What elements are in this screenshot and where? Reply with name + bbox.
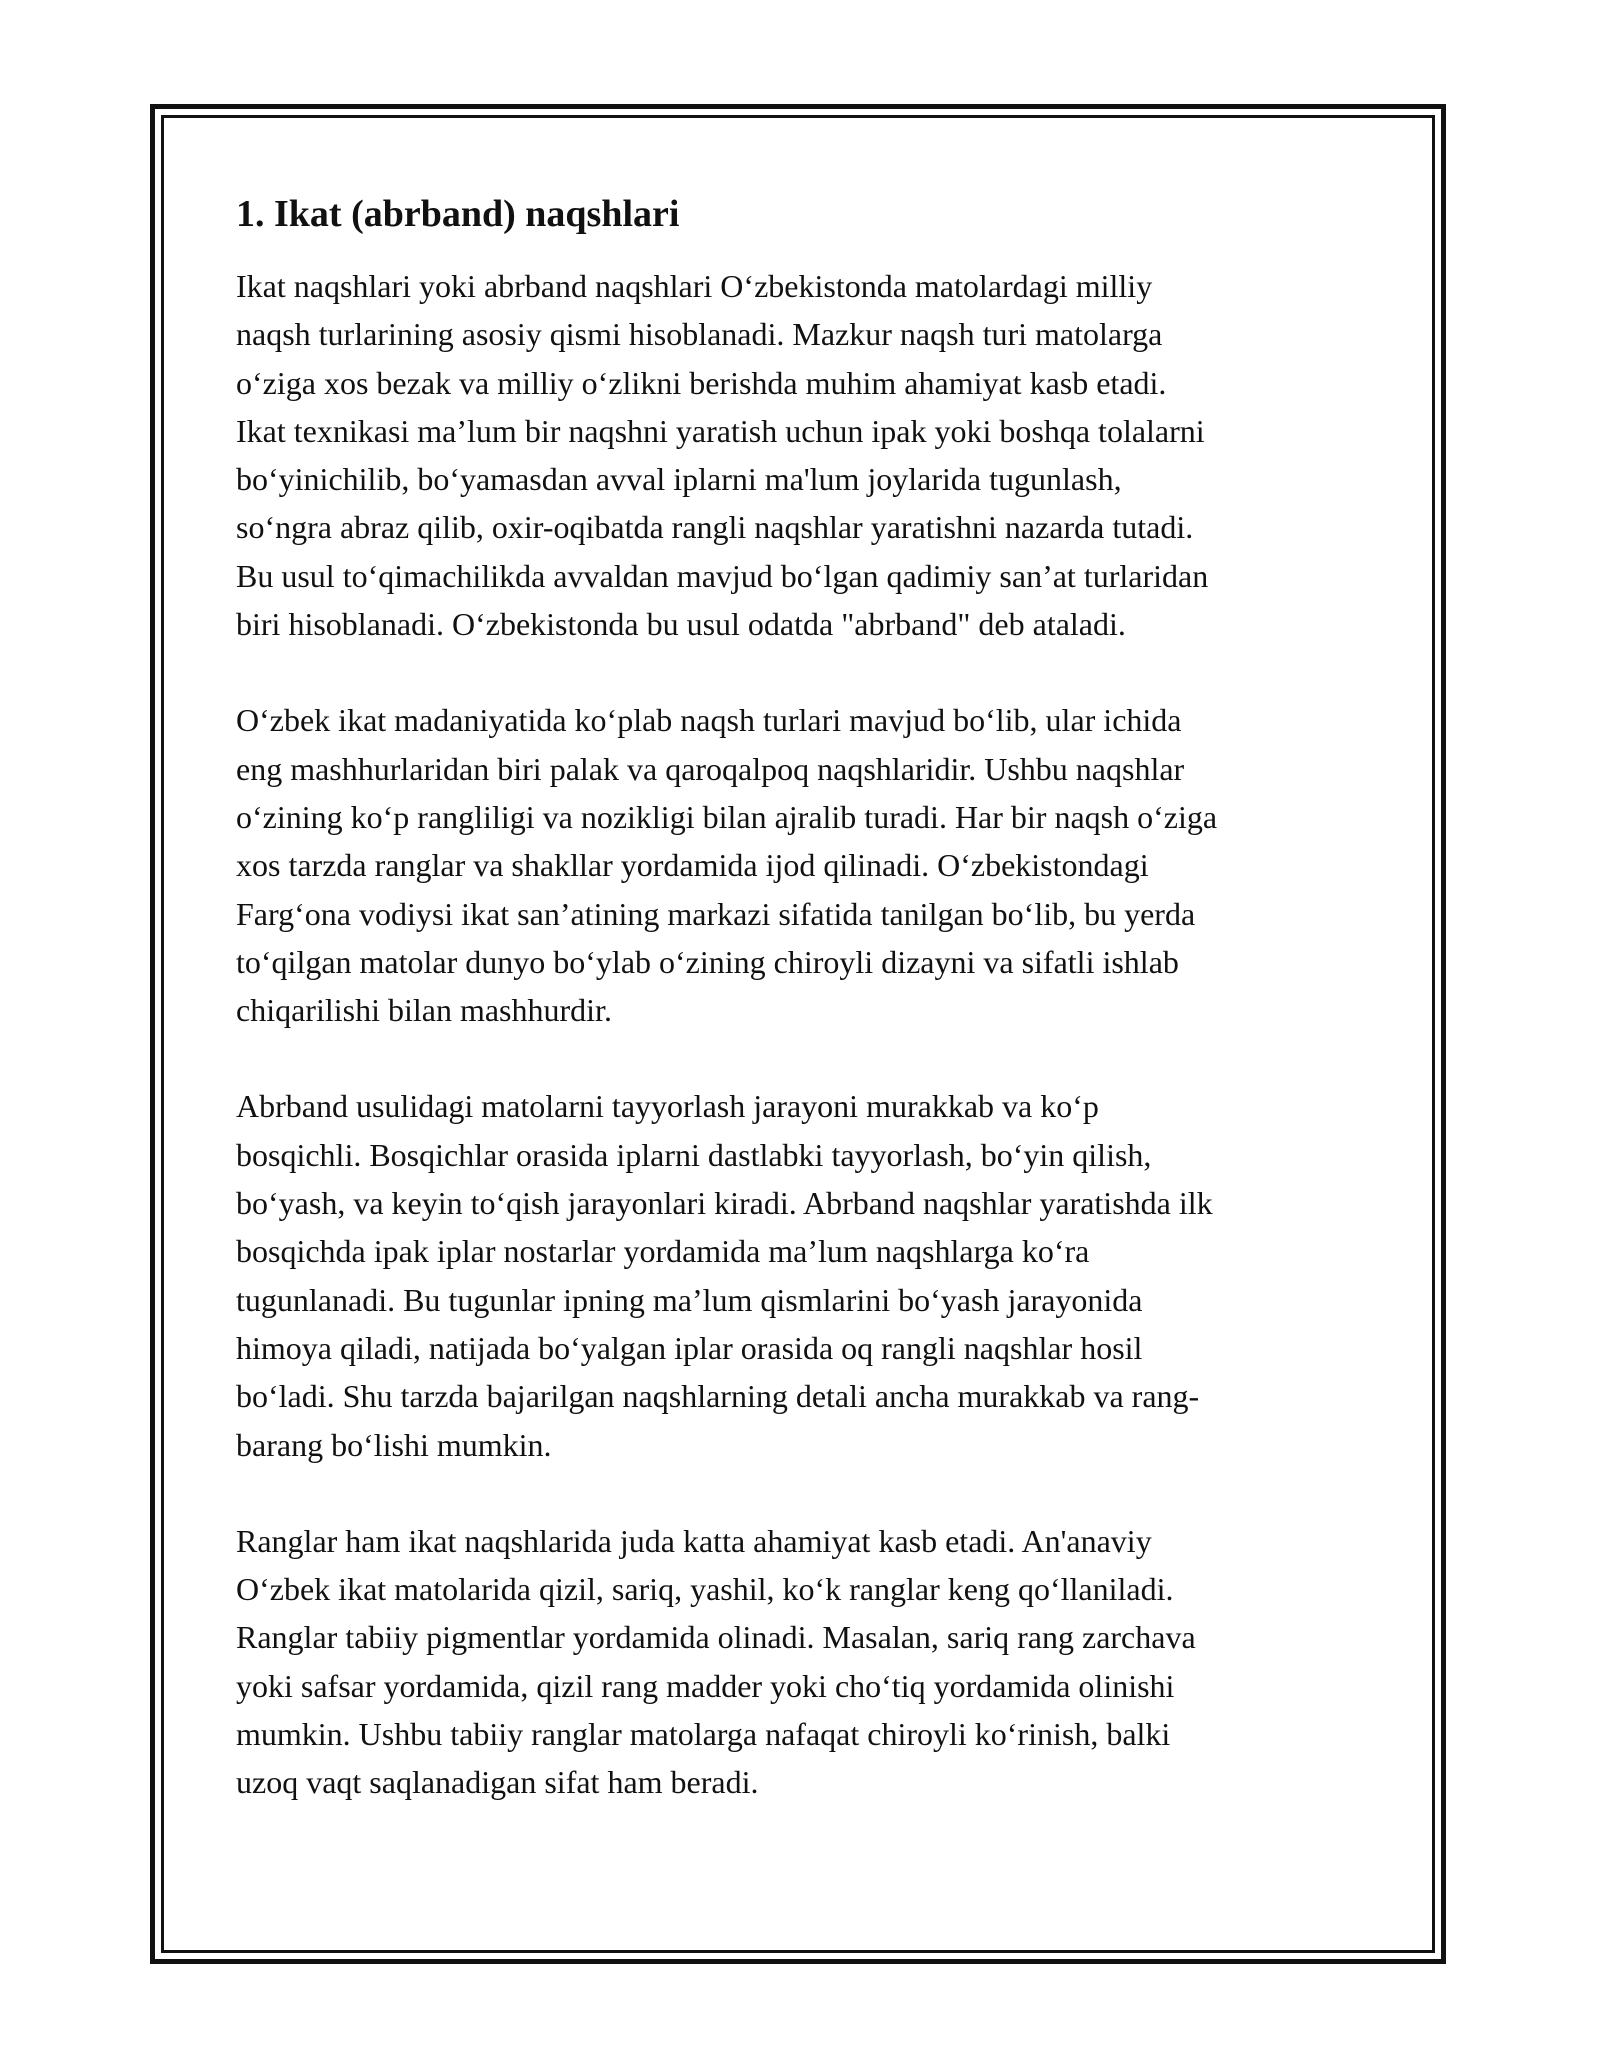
paragraph-2: O‘zbek ikat madaniyatida ko‘plab naqsh turlari mavjud bo‘lib, ular ichida eng mashhurlaridan biri palak va qaroqalpoq naqshlaridir. Ushbu naqshlar o‘zining ko‘p rangliligi va nozikligi bilan ajralib turadi. Har bir naqsh o‘ziga xos tarzda ranglar va shakllar yordamida ijod qilinadi. O‘zbekistondagi Farg‘ona vodiysi ikat san’atining markazi sifatida tanilgan bo‘lib, bu yerda to‘qilgan matolar dunyo bo‘ylab o‘zining chiroyli dizayni va sifatli ishlab chiqarilishi bilan mashhurdir. <box>236 702 1218 1029</box>
paragraph-4: Ranglar ham ikat naqshlarida juda katta ahamiyat kasb etadi. An'anaviy O‘zbek ikat matolarida qizil, sariq, yashil, ko‘k ranglar keng qo‘llaniladi. Ranglar tabiiy pigmentlar yordamida olinadi. Masalan, sariq rang zarchava yoki safsar yordamida, qizil rang madder yoki cho‘tiq yordamida olinishi mumkin. Ushbu tabiiy ranglar matolarga nafaqat chiroyli ko‘rinish, balki uzoq vaqt saqlanadigan sifat ham beradi. <box>236 1522 1196 1801</box>
section-heading: 1. Ikat (abrband) naqshlari <box>236 193 680 235</box>
paragraph-1: Ikat naqshlari yoki abrband naqshlari O‘zbekistonda matolardagi milliy naqsh turlarining asosiy qismi hisoblanadi. Mazkur naqsh turi matolarga o‘ziga xos bezak va milliy o‘zlikni berishda muhim ahamiyat kasb etadi. Ikat texnikasi ma’lum bir naqshni yaratish uchun ipak yoki boshqa tolalarni bo‘yinichilib, bo‘yamasdan avval iplarni ma'lum joylarida tugunlash, so‘ngra abraz qilib, oxir-oqibatda rangli naqshlar yaratishni nazarda tutadi. Bu usul to‘qimachilikda avvaldan mavjud bo‘lgan qadimiy san’at turlaridan biri hisoblanadi. O‘zbekistonda bu usul odatda "abrband" deb ataladi. <box>236 268 1209 643</box>
document-body <box>236 188 1376 1807</box>
paragraph-3: Abrband usulidagi matolarni tayyorlash jarayoni murakkab va ko‘p bosqichli. Bosqichlar orasida iplarni dastlabki tayyorlash, bo‘yin qilish, bo‘yash, va keyin to‘qish jarayonlari kiradi. Abrband naqshlar yaratishda ilk bosqichda ipak iplar nostarlar yordamida ma’lum naqshlarga ko‘ra tugunlanadi. Bu tugunlar ipning ma’lum qismlarini bo‘yash jarayonida himoya qiladi, natijada bo‘yalgan iplar orasida oq rangli naqshlar hosil bo‘ladi. Shu tarzda bajarilgan naqshlarning detali ancha murakkab va rang- barang bo‘lishi mumkin. <box>236 1088 1213 1463</box>
